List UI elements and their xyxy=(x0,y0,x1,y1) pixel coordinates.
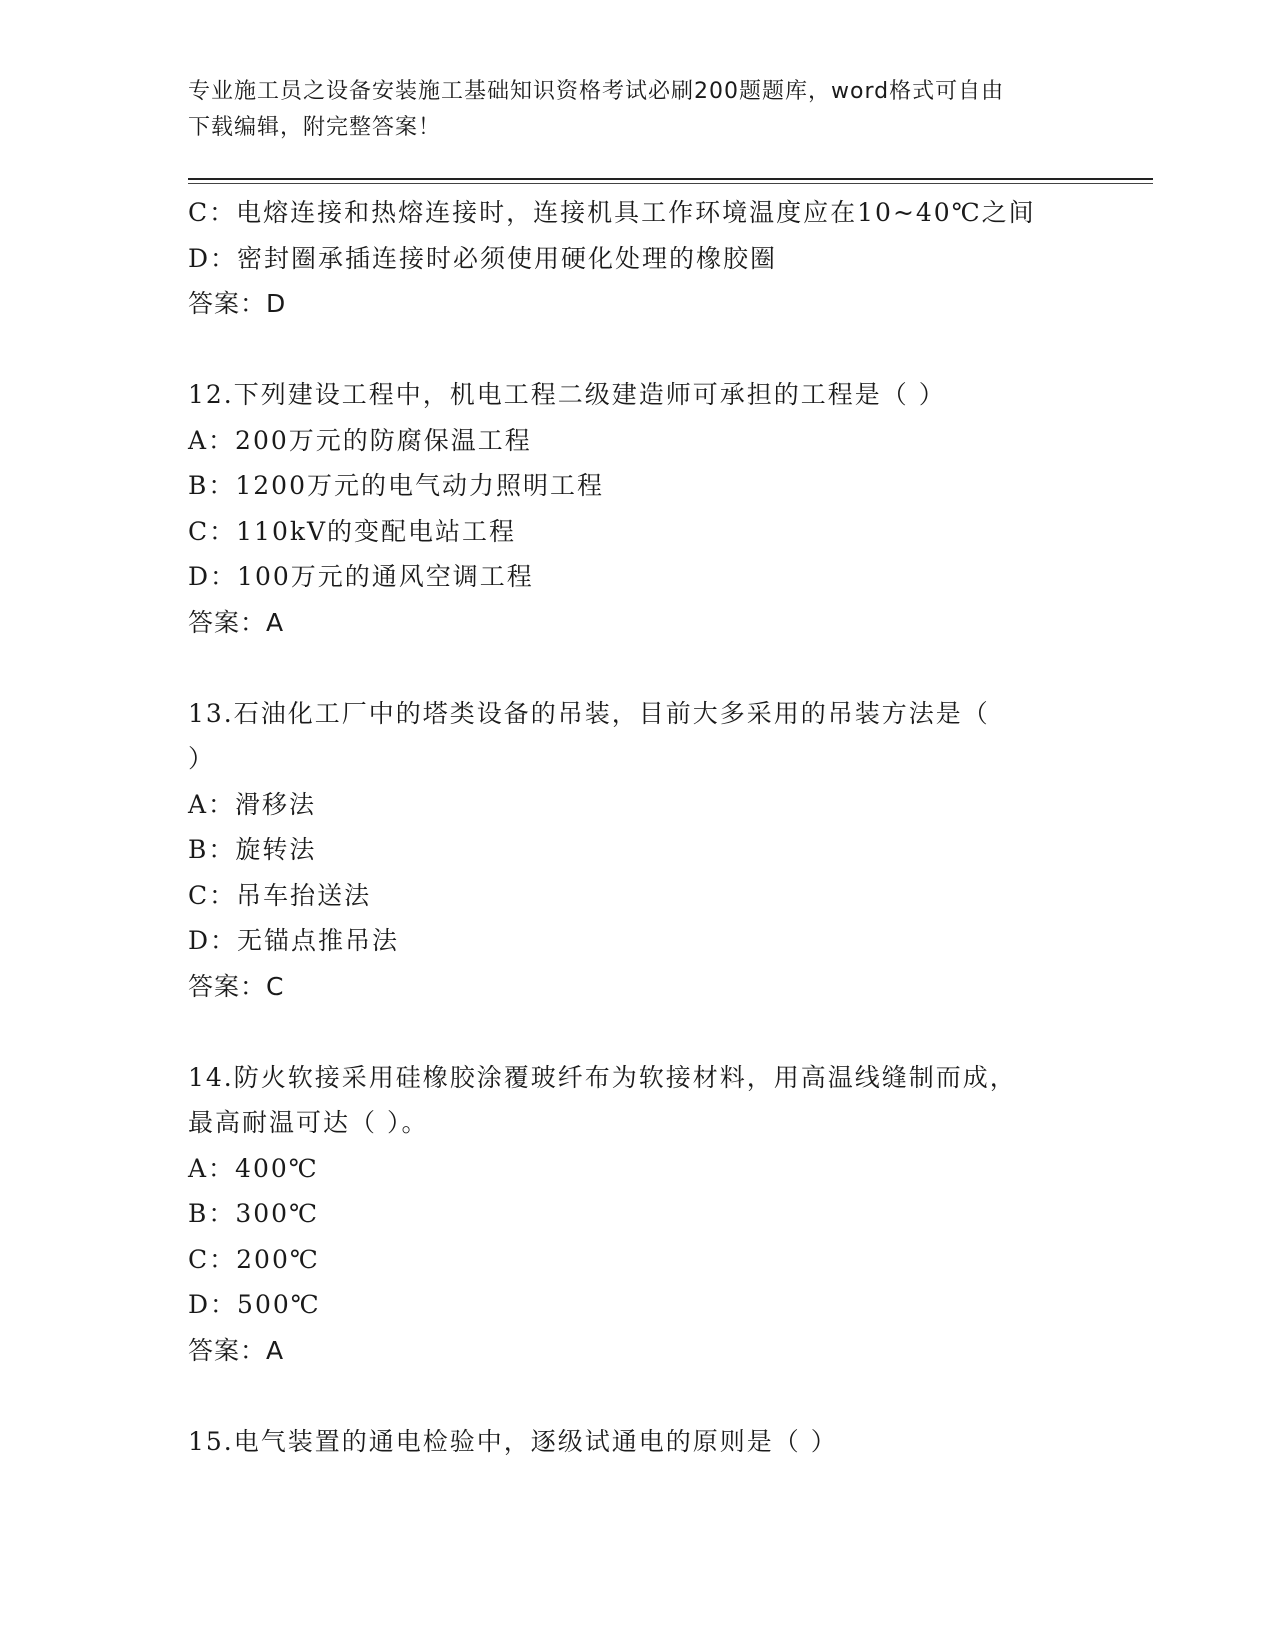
question-13 xyxy=(188,691,1068,1010)
q13-question-line-1: 13.石油化工厂中的塔类设备的吊装，目前大多采用的吊装方法是（ xyxy=(188,698,990,728)
q14-option-c: C：200℃ xyxy=(188,1244,320,1274)
q15-question: 15.电气装置的通电检验中，逐级试通电的原则是（ ） xyxy=(188,1426,838,1456)
q14-option-b: B：300℃ xyxy=(188,1199,320,1228)
header-line-2: 下载编辑，附完整答案！ xyxy=(188,115,442,140)
q13-answer: 答案：C xyxy=(188,971,285,1001)
q12-option-d: D：100万元的通风空调工程 xyxy=(188,562,534,591)
q13-question-line-2: ） xyxy=(188,744,216,773)
question-14 xyxy=(188,1055,1068,1374)
header-rule-thick xyxy=(188,178,1153,180)
spacer xyxy=(188,1009,1068,1055)
q13-option-a: A：滑移法 xyxy=(188,789,317,819)
spacer xyxy=(188,1373,1068,1419)
q13-option-c: C：吊车抬送法 xyxy=(188,880,372,910)
q11-option-c: C：电熔连接和热熔连接时，连接机具工作环境温度应在10~40℃之间 xyxy=(188,198,1036,227)
q12-answer: 答案：A xyxy=(188,607,285,637)
q12-option-a: A：200万元的防腐保温工程 xyxy=(188,425,532,455)
q12-question: 12.下列建设工程中，机电工程二级建造师可承担的工程是（ ） xyxy=(188,380,946,409)
q12-option-b: B：1200万元的电气动力照明工程 xyxy=(188,471,604,500)
question-content xyxy=(188,190,1068,1464)
document-header xyxy=(188,74,1068,146)
question-15 xyxy=(188,1419,1068,1465)
q11-option-d: D：密封圈承插连接时必须使用硬化处理的橡胶圈 xyxy=(188,243,778,273)
spacer xyxy=(188,645,1068,691)
q14-answer: 答案：A xyxy=(188,1335,285,1365)
q14-question-line-2: 最高耐温可达（ ）。 xyxy=(188,1108,429,1137)
q12-option-c: C：110kV的变配电站工程 xyxy=(188,516,517,546)
q14-question-line-1: 14.防火软接采用硅橡胶涂覆玻纤布为软接材料，用高温线缝制而成， xyxy=(188,1062,1017,1092)
q14-option-a: A：400℃ xyxy=(188,1153,319,1183)
header-line-1: 专业施工员之设备安装施工基础知识资格考试必刷200题题库，word格式可自由 xyxy=(188,79,1005,104)
question-12 xyxy=(188,372,1068,645)
header-rule-thin xyxy=(188,183,1153,184)
q13-option-b: B：旋转法 xyxy=(188,835,317,864)
q11-answer: 答案：D xyxy=(188,289,287,318)
q13-option-d: D：无锚点推吊法 xyxy=(188,926,400,955)
question-11-tail xyxy=(188,190,1068,327)
spacer xyxy=(188,327,1068,373)
q14-option-d: D：500℃ xyxy=(188,1290,321,1319)
